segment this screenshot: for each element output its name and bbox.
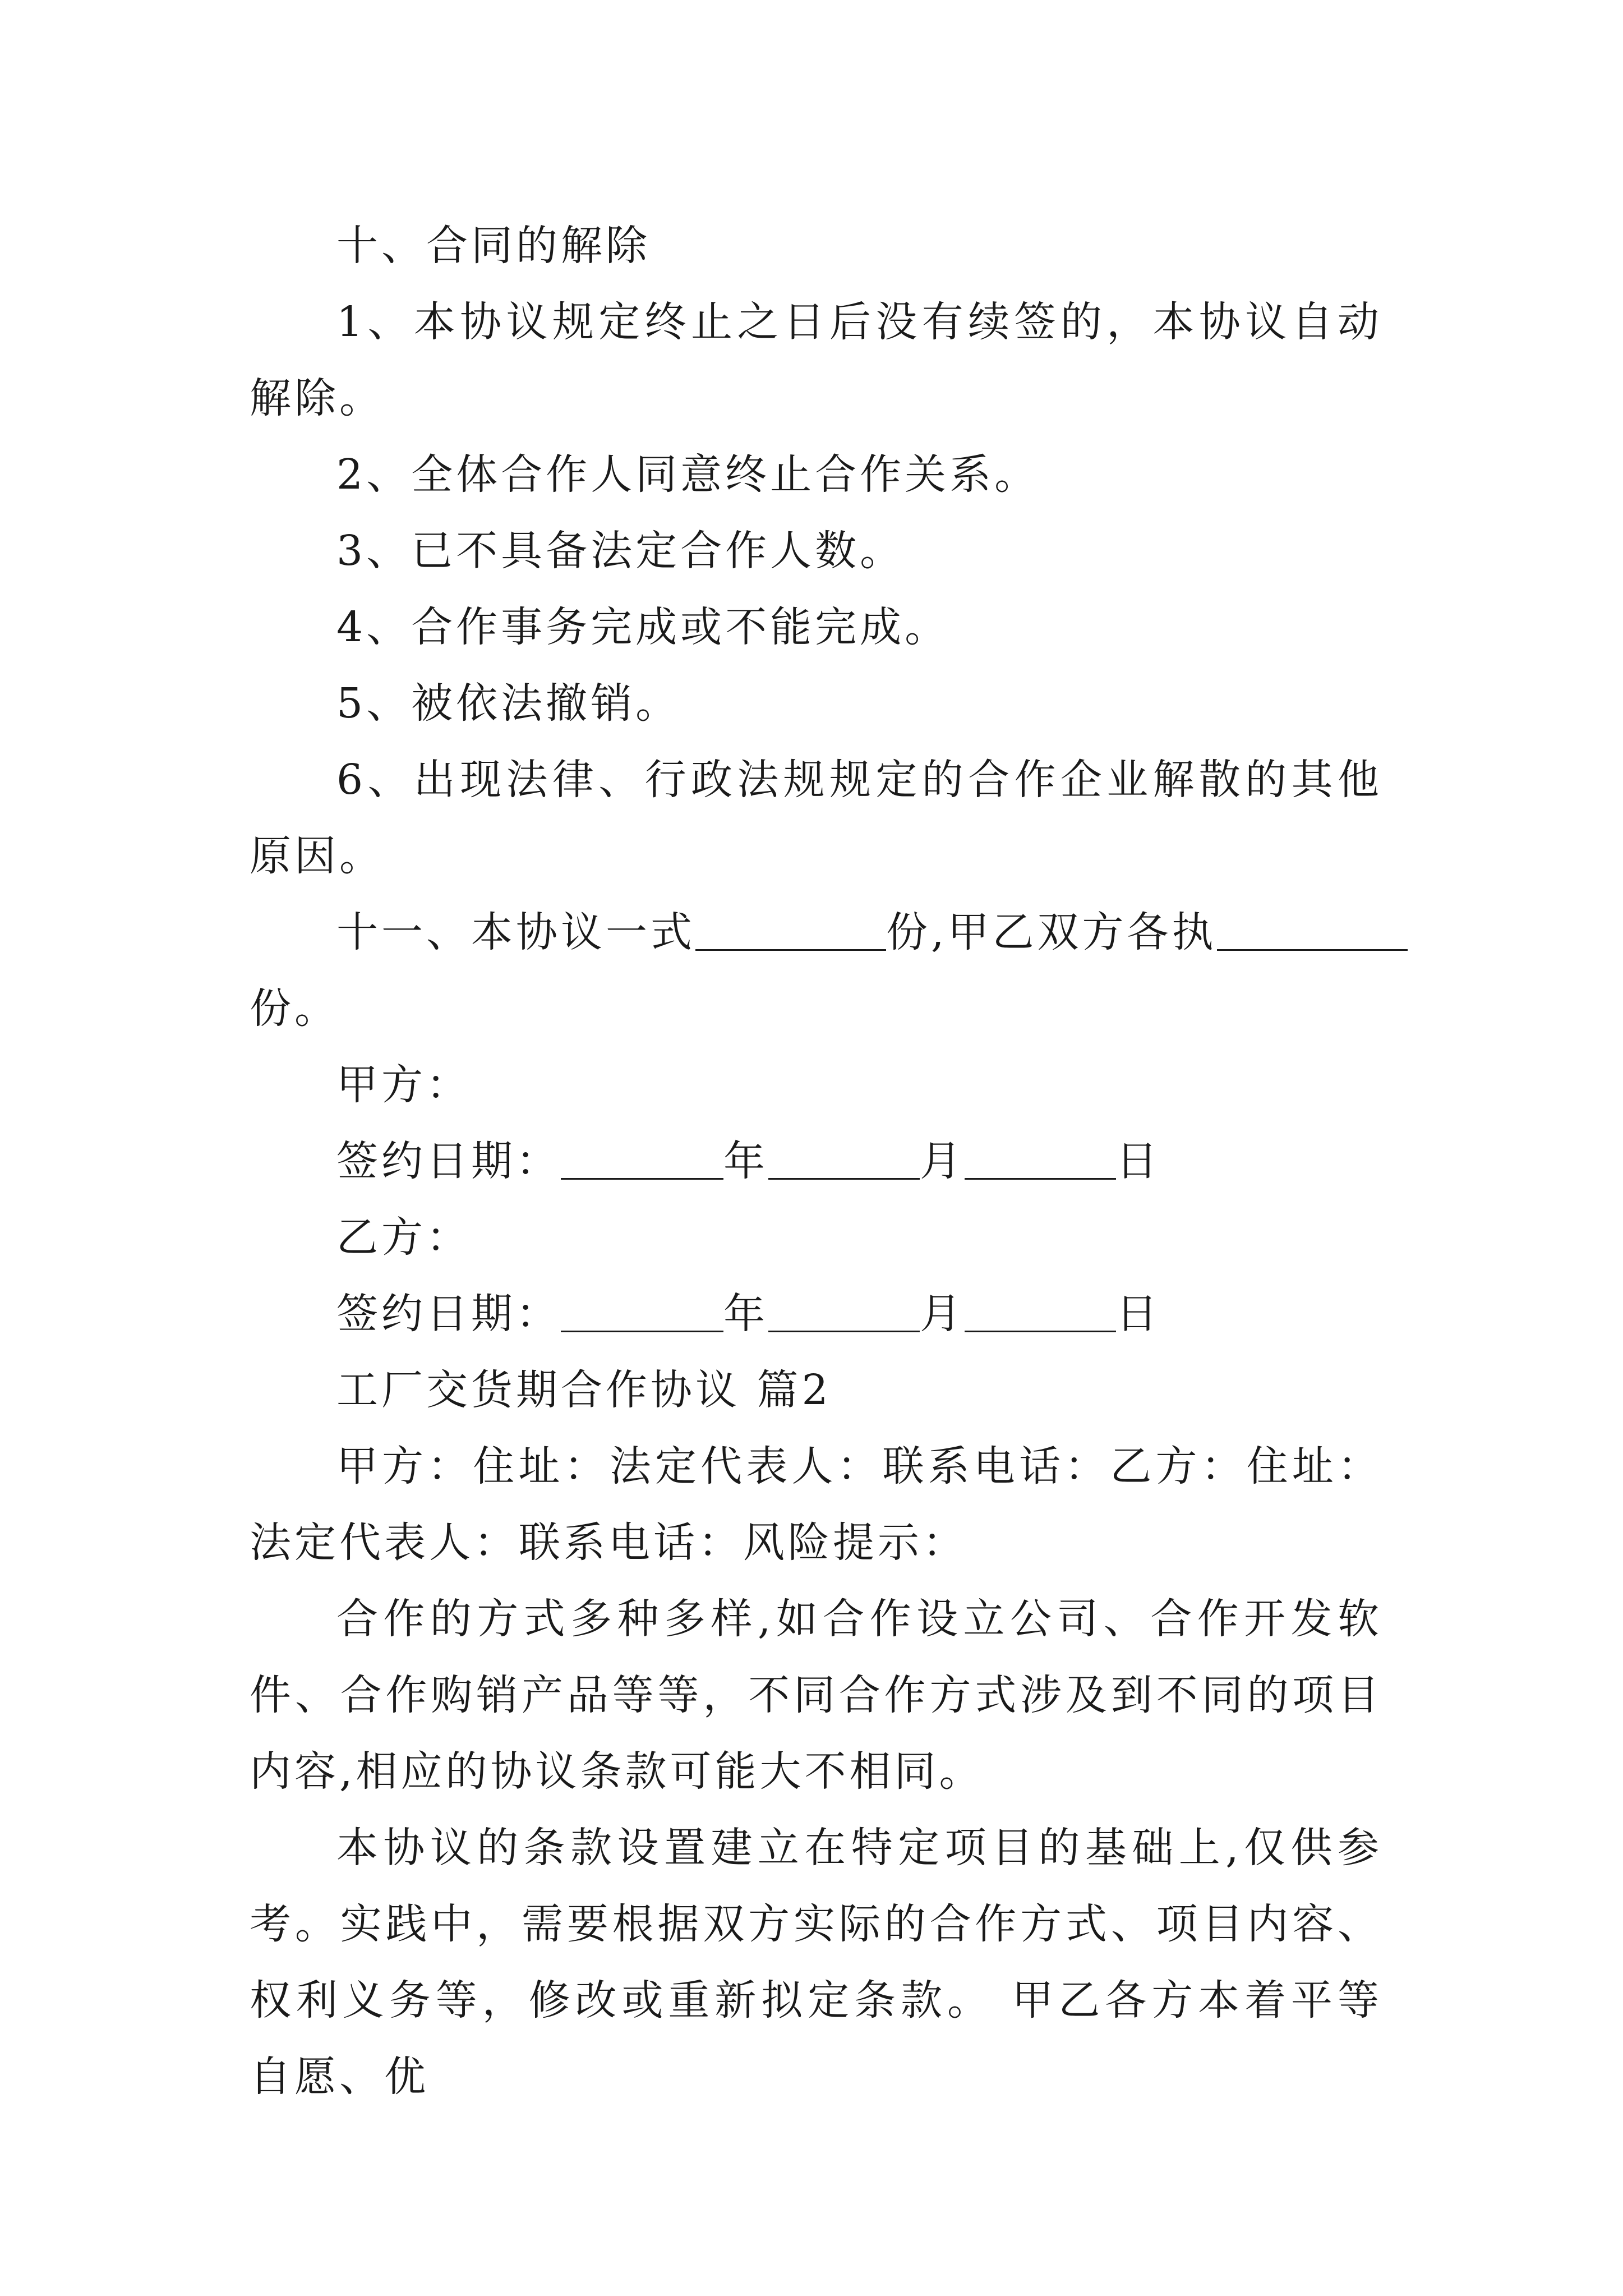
section-eleven-prefix: 十一、本协议一式 — [336, 908, 695, 956]
year-blank[interactable] — [561, 1290, 723, 1332]
clause-1: 1、本协议规定终止之日后没有续签的，本协议自动解除。 — [250, 298, 1382, 422]
section-eleven-line — [250, 894, 1382, 970]
clause-5: 5、被依法撤销。 — [336, 679, 681, 728]
clause-2: 2、全体合作人同意终止合作关系。 — [336, 450, 1040, 499]
section-eleven-suffix: 份。 — [250, 984, 339, 1033]
sign-date-label: 签约日期： — [336, 1137, 561, 1185]
day-label: 日 — [1116, 1137, 1161, 1185]
clause-3: 3、已不具备法定合作人数。 — [336, 527, 905, 575]
article-two-paragraph-1: 合作的方式多种多样,如合作设立公司、合作开发软件、合作购销产品等等，不同合作方式涉及到不同的项目内容,相应的协议条款可能大不相同。 — [250, 1595, 1382, 1796]
year-label: 年 — [723, 1137, 768, 1185]
day-blank[interactable] — [965, 1290, 1116, 1332]
year-label: 年 — [723, 1290, 768, 1338]
clause-6: 6、出现法律、行政法规规定的合作企业解散的其他原因。 — [250, 756, 1382, 880]
section-ten-heading: 十、合同的解除 — [336, 222, 651, 270]
month-label: 月 — [920, 1290, 965, 1338]
document-body — [250, 208, 1382, 2115]
month-blank[interactable] — [768, 1138, 920, 1180]
month-label: 月 — [920, 1137, 965, 1185]
article-two-paragraph-2: 本协议的条款设置建立在特定项目的基础上,仅供参考。实践中，需要根据双方实际的合作方式、项目内容、权利义务等，修改或重新拟定条款。 甲乙各方本着平等自愿、优 — [250, 1824, 1382, 2101]
each-holds-blank[interactable] — [1217, 909, 1408, 951]
section-eleven-middle: 份,甲乙双方各执 — [886, 908, 1217, 956]
party-a-sign-date — [250, 1123, 1382, 1199]
clause-4: 4、合作事务完成或不能完成。 — [336, 603, 950, 651]
month-blank[interactable] — [768, 1290, 920, 1332]
article-two-parties: 甲方：住址：法定代表人：联系电话：乙方：住址：法定代表人：联系电话：风险提示： — [250, 1442, 1382, 1567]
sign-date-label: 签约日期： — [336, 1290, 561, 1338]
copies-blank[interactable] — [695, 909, 886, 951]
day-blank[interactable] — [965, 1138, 1116, 1180]
party-a-label: 甲方： — [336, 1061, 471, 1109]
day-label: 日 — [1116, 1290, 1161, 1338]
party-b-label: 乙方： — [336, 1213, 471, 1262]
party-b-sign-date — [250, 1276, 1382, 1352]
year-blank[interactable] — [561, 1138, 723, 1180]
article-two-title: 工厂交货期合作协议 篇2 — [336, 1366, 832, 1414]
